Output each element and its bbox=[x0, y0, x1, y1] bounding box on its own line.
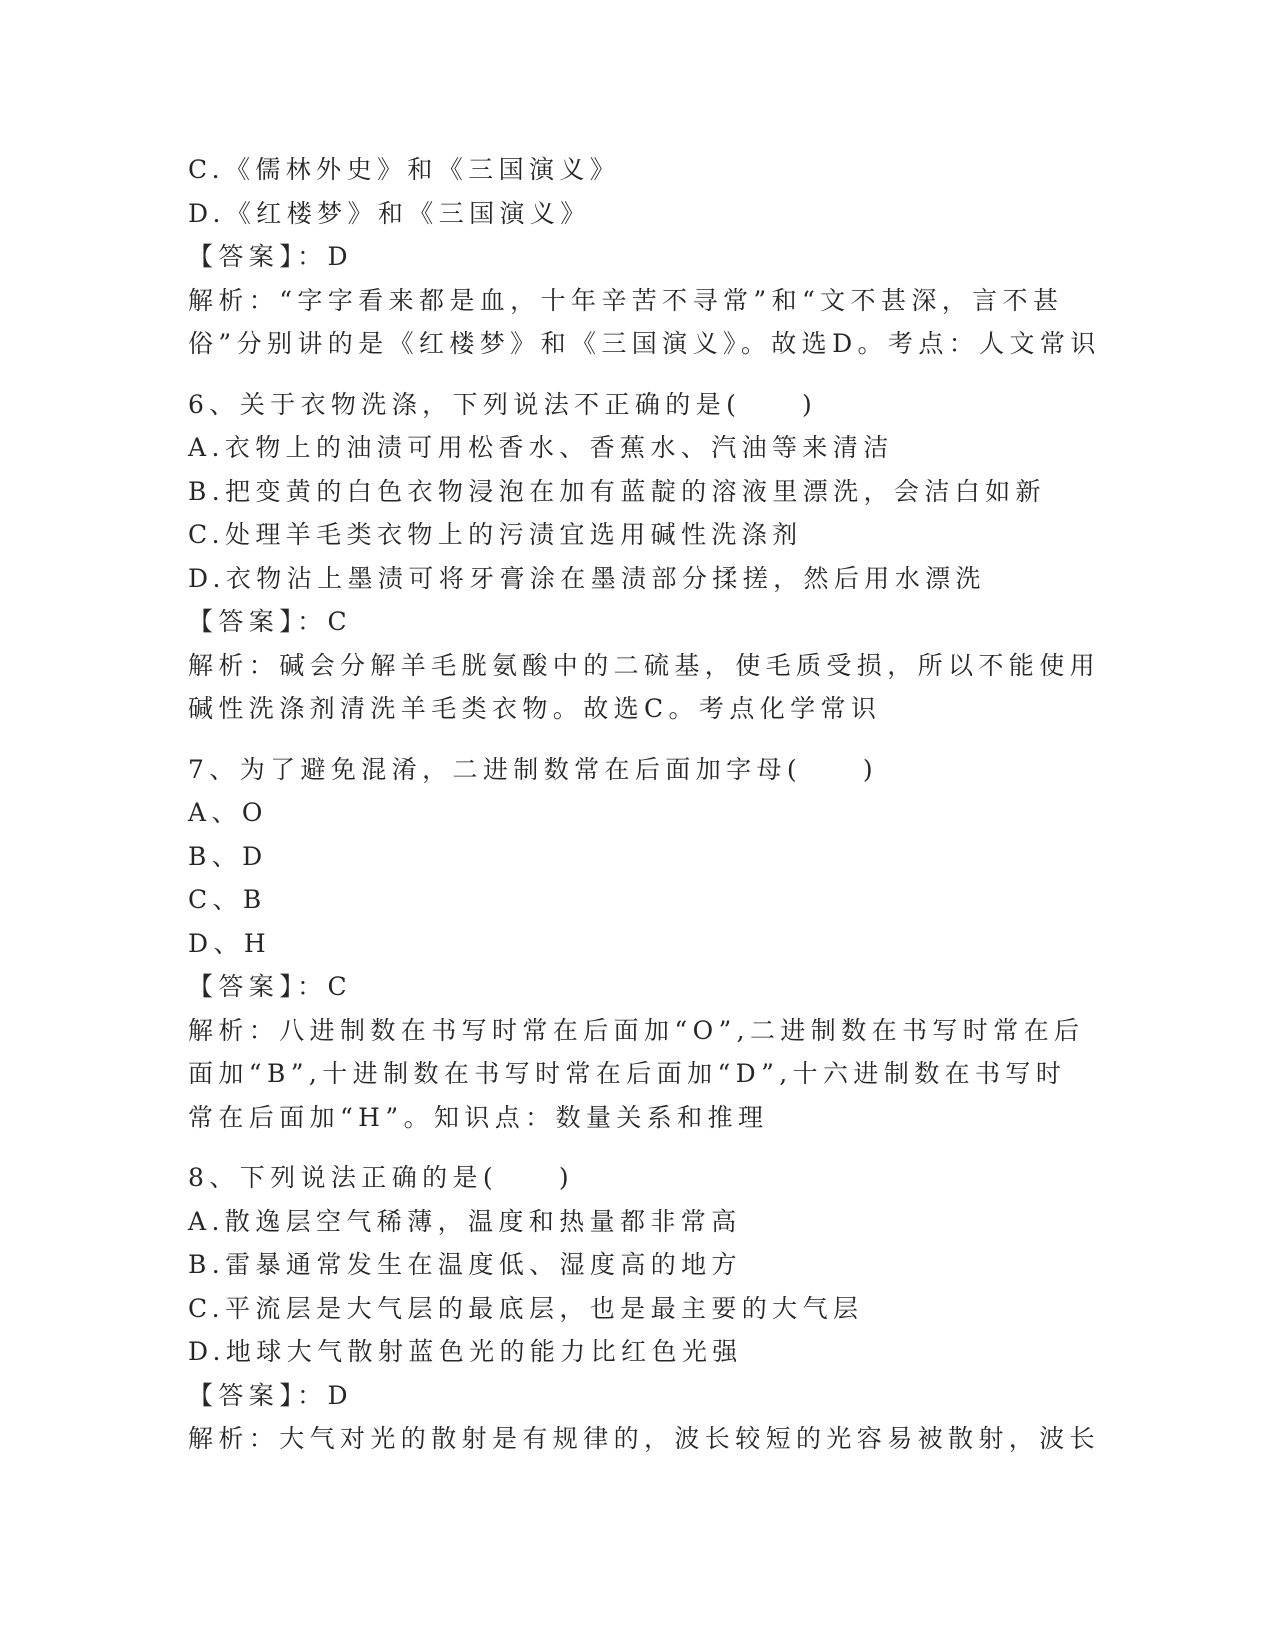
answer: 【答案】：C bbox=[188, 972, 353, 1001]
explanation-line: 常在后面加“H”。知识点：数量关系和推理 bbox=[188, 1102, 769, 1132]
explanation-line: 解析：“字字看来都是血，十年辛苦不寻常”和“文不甚深，言不甚 bbox=[188, 285, 1064, 315]
spacer bbox=[188, 1139, 1088, 1156]
option-c: C.处理羊毛类衣物上的污渍宜选用碱性洗涤剂 bbox=[188, 520, 803, 549]
option-a: A.散逸层空气稀薄，温度和热量都非常高 bbox=[188, 1206, 742, 1236]
option-d: D、H bbox=[188, 928, 272, 958]
option-a: A.衣物上的油渍可用松香水、香蕉水、汽油等来清洁 bbox=[188, 433, 894, 462]
explanation-line: 解析：碱会分解羊毛胱氨酸中的二硫基，使毛质受损，所以不能使用 bbox=[188, 650, 1101, 680]
explanation-line: 碱性洗涤剂清洗羊毛类衣物。故选C。考点化学常识 bbox=[188, 694, 882, 723]
answer: 【答案】：C bbox=[188, 607, 353, 636]
option-b: B.雷暴通常发生在温度低、湿度高的地方 bbox=[188, 1250, 742, 1279]
option-c: C.平流层是大气层的最底层，也是最主要的大气层 bbox=[188, 1293, 864, 1323]
spacer bbox=[188, 731, 1088, 748]
explanation-line: 面加“B”,十进制数在书写时常在后面加“D”,十六进制数在书写时 bbox=[188, 1059, 1067, 1088]
spacer bbox=[188, 366, 1088, 383]
option-d: D.衣物沾上墨渍可将牙膏涂在墨渍部分揉搓，然后用水漂洗 bbox=[188, 563, 986, 593]
option-b: B、D bbox=[188, 841, 268, 871]
explanation-line: 解析：大气对光的散射是有规律的，波长较短的光容易被散射，波长 bbox=[188, 1424, 1101, 1453]
option-d: D.地球大气散射蓝色光的能力比红色光强 bbox=[188, 1337, 743, 1366]
question-6 bbox=[188, 383, 1101, 731]
option-b: B.把变黄的白色衣物浸泡在加有蓝靛的溶液里漂洗，会洁白如新 bbox=[188, 476, 1046, 506]
option-d: D.《红楼梦》和《三国演义》 bbox=[188, 198, 591, 228]
question-8 bbox=[188, 1156, 1101, 1461]
answer: 【答案】：D bbox=[188, 1380, 353, 1410]
explanation-line: 解析：八进制数在书写时常在后面加“O”,二进制数在书写时常在后 bbox=[188, 1015, 1085, 1045]
question-7 bbox=[188, 748, 1088, 1140]
option-a: A、O bbox=[188, 798, 268, 827]
document-body bbox=[188, 148, 1101, 1461]
option-c: C、B bbox=[188, 885, 267, 914]
question-stem: 8、下列说法正确的是( ) bbox=[188, 1163, 575, 1192]
option-c: C.《儒林外史》和《三国演义》 bbox=[188, 155, 621, 184]
answer: 【答案】：D bbox=[188, 242, 353, 271]
question-5-tail bbox=[188, 148, 1101, 366]
question-stem: 6、关于衣物洗涤，下列说法不正确的是( ) bbox=[188, 389, 818, 419]
question-stem: 7、为了避免混淆，二进制数常在后面加字母( ) bbox=[188, 754, 879, 784]
explanation-line: 俗”分别讲的是《红楼梦》和《三国演义》。故选D。考点：人文常识 bbox=[188, 329, 1101, 358]
